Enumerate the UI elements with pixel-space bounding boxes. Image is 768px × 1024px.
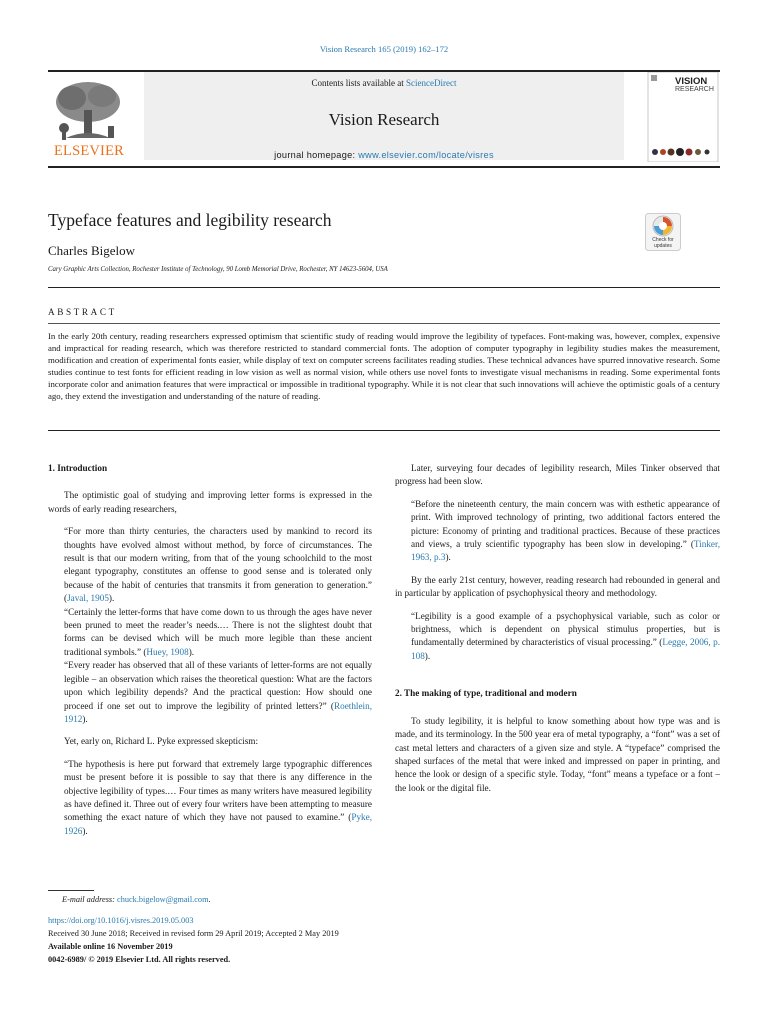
quote-text: “The hypothesis is here put forward that extremely large typographic differences must be present before it is possible to say that there is any difference in the objective legibility of types.… Four times as many writers have measured legibility as have defined it. Three out of every four writers have been attempting to measure something the exact nature of which they have not paused to examine.” ( [64,758,372,823]
citation-link[interactable]: Huey, 1908 [146,646,189,657]
corresponding-email [62,895,211,904]
cover-subtitle: RESEARCH [675,86,714,93]
abstract-text: In the early 20th century, reading researchers expressed optimism that scientific study of reading would improve the legibility of typefaces. Font-making was, however, complex, expensive and impractical for reading research, which was therefore restricted to standard commercial fonts. The adoption of computer typography in legibility studies makes the measurement, modification and creation of experimental fonts easier, while display of text on computer screens facilitates reading studies. These technical advances have spurred innovative research. Some studies continue to test fonts for efficient reading in low vision as well as normal vision, while others use novel fonts to investigate visual mechanisms in reading. Some experimental fonts incorporate color and animation features that were impractical or impossible in traditional typography. While it is not clear that such innovations will achieve the optimistic goals of a century ago, they extend the investigation and understanding of the nature of reading. [48,331,720,402]
journal-homepage-link[interactable]: www.elsevier.com/locate/visres [358,150,494,160]
check-for-updates-badge[interactable] [645,213,681,251]
quote-text: “Certainly the letter-forms that have come down to us through the ages have never been pruned to meet the reader’s needs.… There is not the slightest doubt that forms can be devised which will be much more legible than these ancient traditional symbols.” ( [64,606,372,657]
received-dates: Received 30 June 2018; Received in revised form 29 April 2019; Accepted 2 May 2019 [48,929,339,938]
email-link[interactable]: chuck.bigelow@gmail.com [117,895,209,904]
quote-text: “For more than thirty centuries, the characters used by mankind to record its thoughts have evolved almost without method, by force of circumstances. The result is that our modern writing, from that of the young schoolchild to the most elegant typography, constitutes an offense to good sense and is tolerated only because of the habit of centuries that transmits it from generation to generation.” ( [64,526,372,604]
contents-prefix: Contents lists available at [311,78,406,88]
abstract-divider [48,323,720,324]
masthead-info [144,72,624,160]
paragraph: Later, surveying four decades of legibility research, Miles Tinker observed that progress had been slow. [395,463,720,487]
journal-cover-thumbnail[interactable] [645,72,720,162]
quote-text: “Legibility is a good example of a psychophysical variable, such as color or brightness, which is dependent on physical stimulus properties, but is fundamentally determined by characteristics of visual processing.” ( [411,610,720,648]
journal-name: Vision Research [328,110,440,129]
journal-masthead [48,70,720,168]
body-column-right [395,462,720,804]
paper-title: Typeface features and legibility research [48,210,332,230]
title-divider [48,287,720,288]
copyright-notice: 0042-6989/ © 2019 Elsevier Ltd. All rights reserved. [48,955,231,964]
footnote-divider [48,890,94,891]
block-quote [395,610,720,664]
doi-link[interactable]: https://doi.org/10.1016/j.visres.2019.05.003 [48,916,194,925]
author-affiliation: Cary Graphic Arts Collection, Rochester Institute of Technology, 90 Lomb Memorial Drive, Rochester, NY 14623-5604, USA [48,266,388,273]
citation-link[interactable]: Javal, 1905 [67,593,109,604]
crossmark-label: Check for updates [652,237,674,249]
block-quote [48,758,372,838]
quote-end: ). [445,552,451,563]
contents-line [144,78,624,88]
quote-text: “Every reader has observed that all of these variants of letter-forms are not equally legible – an observation which raises the theoretical question: What are the factors upon which legibility depends? And the practical question: How should one proceed if one set out to improve the legibility of printed letters?” ( [64,660,372,711]
block-quote [48,659,372,726]
elsevier-logo[interactable] [48,76,128,162]
email-end: . [208,895,211,904]
section-heading-making-of-type: 2. The making of type, traditional and modern [395,688,577,699]
elsevier-tree-icon [48,76,128,146]
abstract-heading: ABSTRACT [48,307,117,317]
body-column-left [48,462,372,838]
citation-link[interactable]: Pyke, 1926 [64,812,372,836]
quote-end: ). [108,593,115,604]
homepage-prefix: journal homepage: [274,150,359,160]
quote-text: “Before the nineteenth century, the main concern was with esthetic appearance of print. With improved technology of printing, two additional factors entered the picture: Economy of printing and traditional practices. Because of these practices and views, a truly scientific typography has been slow in developing.” ( [411,498,720,550]
citation-link[interactable]: Tinker, 1963, p.3 [411,539,720,563]
section-heading-introduction: 1. Introduction [48,463,108,473]
paragraph: By the early 21st century, however, reading research had rebounded in general and in particular by application of psychophysical theory and methodology. [395,574,720,599]
author-name: Charles Bigelow [48,243,136,258]
elsevier-wordmark: ELSEVIER [53,143,125,159]
citation-link[interactable]: Roethlein, 1912 [64,700,372,724]
email-label: E-mail address: [62,895,115,904]
quote-end: ). [82,713,88,724]
quote-end: ). [82,825,88,836]
quote-end: ). [188,646,195,657]
paragraph: Yet, early on, Richard L. Pyke expressed skepticism: [64,736,259,747]
paragraph: The optimistic goal of studying and improving letter forms is expressed in the words of early reading researchers, [48,490,372,514]
abstract-end-divider [48,430,720,431]
homepage-line [144,150,624,160]
quote-end: ). [424,650,431,661]
citation-link[interactable]: Legge, 2006, p. 108 [411,637,720,661]
available-online: Available online 16 November 2019 [48,942,173,951]
block-quote [395,498,720,565]
block-quote [48,525,372,605]
journal-citation-link[interactable]: Vision Research 165 (2019) 162–172 [319,44,449,54]
block-quote [48,606,372,660]
sciencedirect-link[interactable]: ScienceDirect [406,78,457,88]
paragraph: To study legibility, it is helpful to know something about how type was and is made, and its terminology. In the 500 year era of metal typography, a “font” was a set of cast metal letters and characters of a given size and style. A “typeface” comprised the shaped surfaces of the metal that were inked and impressed on paper in printing, and hence the look or design of a specific style. Today, “font” means a typeface or a font – the look or the digital file. [395,715,720,793]
cover-title: VISION [675,76,708,87]
